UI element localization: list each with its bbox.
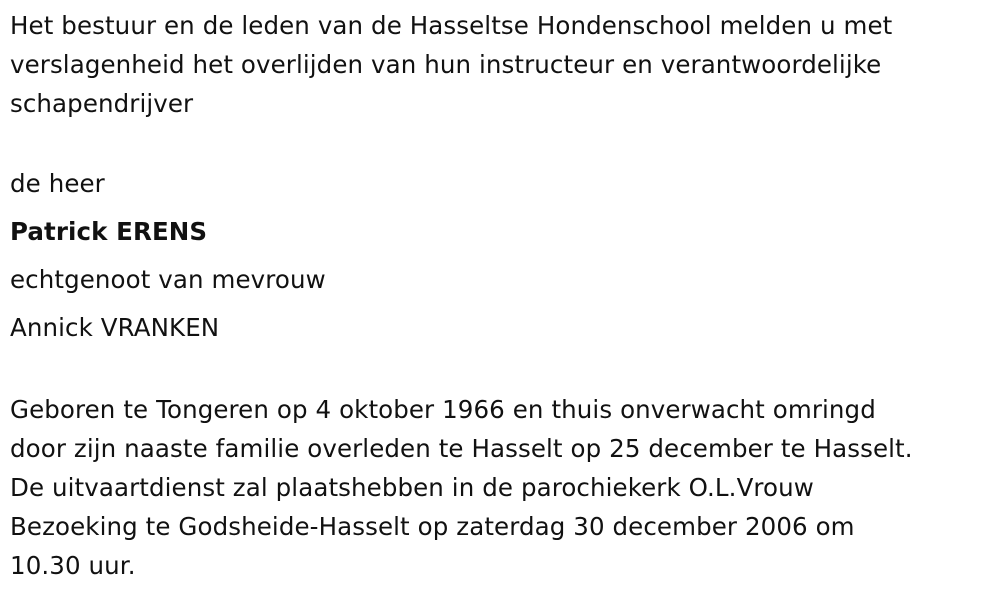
intro-line: Het bestuur en de leden van de Hasseltse Hondenschool melden u met [10, 11, 893, 40]
paragraph-spacer [10, 123, 995, 162]
details-line: De uitvaartdienst zal plaatshebben in de parochiekerk O.L.Vrouw [10, 473, 814, 502]
details-line: Bezoeking te Godsheide-Hasselt op zaterdag 30 december 2006 om [10, 512, 855, 541]
intro-paragraph [10, 6, 995, 123]
details-line: door zijn naaste familie overleden te Hasselt op 25 december te Hasselt. [10, 434, 913, 463]
spouse-name: Annick VRANKEN [10, 313, 220, 342]
intro-line: verslagenheid het overlijden van hun instructeur en verantwoordelijke [10, 50, 882, 79]
spouse-label: echtgenoot van mevrouw [10, 265, 326, 294]
deceased-name: Patrick ERENS [10, 217, 208, 246]
obituary-notice [10, 6, 995, 585]
details-line: Geboren te Tongeren op 4 oktober 1966 en thuis onverwacht omringd [10, 395, 876, 424]
paragraph-spacer [10, 352, 995, 390]
deceased-block [10, 160, 995, 352]
details-paragraph [10, 390, 995, 585]
intro-line: schapendrijver [10, 89, 194, 118]
salutation: de heer [10, 169, 105, 198]
details-line: 10.30 uur. [10, 551, 136, 580]
